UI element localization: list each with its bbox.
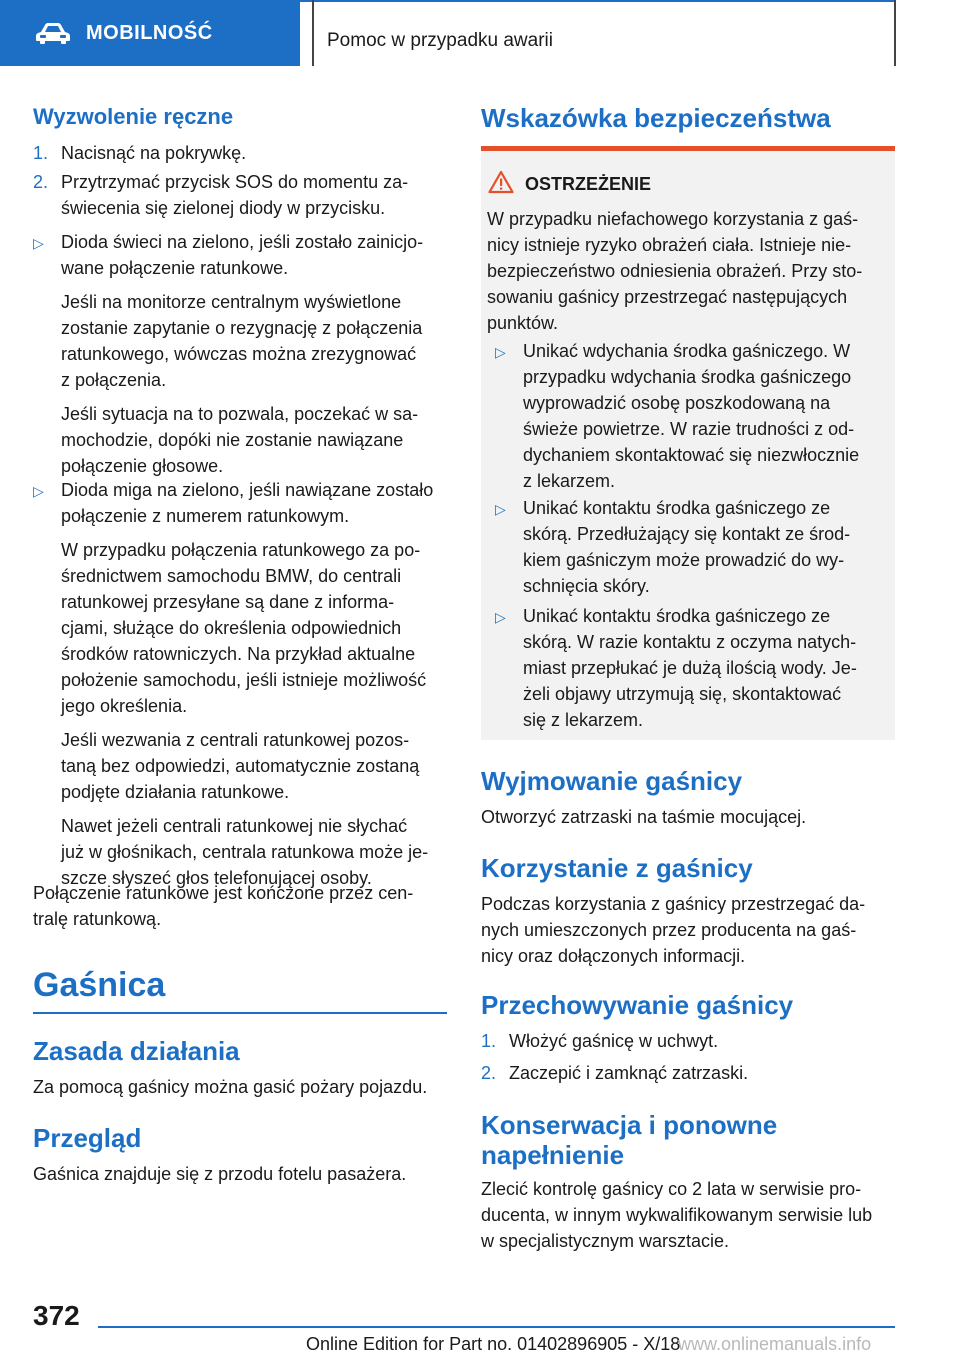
step-text: Zaczepić i zamknąć zatrzaski.: [509, 1063, 749, 1083]
bullet-text: żeli objawy utrzymują się, skontaktować: [523, 684, 842, 704]
paragraph-line: nych umieszczonych przez producenta na gaś-: [481, 920, 857, 940]
warning-bar: [481, 146, 895, 151]
bullet-text: połączenie z numerem ratunkowym.: [61, 506, 350, 526]
bullet-text: miast przepłukać je dużą ilością wody. Je-: [523, 658, 857, 678]
paragraph-line: sowaniu gaśnicy przestrzegać następujących: [487, 287, 848, 307]
car-icon: [36, 22, 70, 44]
paragraph-line: położenie samochodu, jeśli istnieje możliwość: [61, 670, 427, 690]
section-tab: [0, 0, 300, 66]
paragraph-line: z połączenia.: [61, 370, 167, 390]
paragraph-line: nicy istnieje ryzyko obrażeń ciała. Istnieje nie-: [487, 235, 852, 255]
bullet-text: kiem gaśniczym może prowadzić do wy-: [523, 550, 845, 570]
step-text: Nacisnąć na pokrywkę.: [61, 143, 247, 163]
paragraph-line: ratunkowej przesyłane są dane z informa-: [61, 592, 395, 612]
bullet-triangle-icon: ▷: [33, 483, 44, 499]
edition-text: Online Edition for Part no. 01402896905 - X/18: [306, 1334, 681, 1354]
paragraph-line: Zlecić kontrolę gaśnicy co 2 lata w serwisie pro-: [481, 1179, 862, 1199]
paragraph-line: Jeśli wezwania z centrali ratunkowej pozos-: [61, 730, 410, 750]
bullet-text: wyprowadzić osobę poszkodowaną na: [523, 393, 831, 413]
safety-heading: Wskazówka bezpieczeństwa: [481, 103, 831, 133]
paragraph-line: W przypadku połączenia ratunkowego za po-: [61, 540, 421, 560]
paragraph-line: Nawet jeżeli centrali ratunkowej nie słychać: [61, 816, 408, 836]
paragraph-line: Jeśli sytuacja na to pozwala, poczekać w sa-: [61, 404, 419, 424]
watermark-text: www.onlinemanuals.info: [678, 1334, 872, 1354]
footer-rule: [98, 1326, 895, 1328]
bullet-text: z lekarzem.: [523, 471, 616, 491]
bullet-text: schnięcia skóry.: [523, 576, 650, 596]
bullet-triangle-icon: ▷: [33, 235, 44, 251]
step-text: Włożyć gaśnicę w uchwyt.: [509, 1031, 719, 1051]
step-text: Przytrzymać przycisk SOS do momentu za-: [61, 172, 409, 192]
paragraph-line: W przypadku niefachowego korzystania z gaś-: [487, 209, 859, 229]
paragraph-line: już w głośnikach, centrala ratunkowa może je-: [61, 842, 429, 862]
bullet-text: Dioda miga na zielono, jeśli nawiązane zostało: [61, 480, 434, 500]
bullet-triangle-icon: ▷: [495, 344, 506, 360]
maintenance-text: [481, 1176, 901, 1254]
removal-heading: Wyjmowanie gaśnicy: [481, 766, 743, 796]
paragraph-line: Połączenie ratunkowe jest kończone przez cen-: [33, 883, 414, 903]
bullet-text: skórą. W razie kontaktu z oczyma natych-: [523, 632, 857, 652]
footer-edition: [306, 1334, 872, 1355]
bullet-text: Unikać kontaktu środka gaśniczego ze: [523, 498, 831, 518]
paragraph-line: podjęte działania ratunkowe.: [61, 782, 290, 802]
bullet-text: się z lekarzem.: [523, 710, 644, 730]
step-number: 1.: [33, 143, 49, 163]
bullet-triangle-icon: ▷: [495, 609, 506, 625]
header-top-line: [300, 0, 896, 2]
header-right-edge: [894, 0, 896, 66]
paragraph-line: cjami, służące do określenia odpowiednich: [61, 618, 402, 638]
paragraph-line: średnictwem samochodu BMW, do centrali: [61, 566, 402, 586]
closing-paragraph: [33, 880, 447, 932]
warning-title: OSTRZEŻENIE: [525, 174, 652, 194]
use-text: [481, 891, 895, 969]
location-heading: Przegląd: [33, 1123, 142, 1153]
paragraph-line: taną bez odpowiedzi, automatycznie zostaną: [61, 756, 420, 776]
header-divider: [312, 0, 314, 66]
step-text: świecenia się zielonej diody w przycisku.: [61, 198, 386, 218]
bullet-text: dychaniem skontaktować się niezwłocznie: [523, 445, 860, 465]
warning-triangle-icon: [488, 170, 514, 194]
paragraph-line: ducenta, w innym wykwalifikowanym serwisie lub: [481, 1205, 873, 1225]
removal-text: Otworzyć zatrzaski na taśmie mocującej.: [481, 807, 807, 827]
paragraph-line: punktów.: [487, 313, 559, 333]
paragraph-line: środków ratowniczych. Na przykład aktualne: [61, 644, 416, 664]
heading-line: Konserwacja i ponowne: [481, 1110, 778, 1140]
bullet-text: przypadku wdychania środka gaśniczego: [523, 367, 852, 387]
bullet-text: świeże powietrze. W razie trudności z od-: [523, 419, 855, 439]
chapter-title: Gaśnica: [33, 966, 166, 1004]
step-number: 1.: [481, 1031, 497, 1051]
paragraph-line: zostanie zapytanie o rezygnację z połączenia: [61, 318, 423, 338]
section-label: MOBILNOŚĆ: [86, 21, 213, 44]
step-number: 2.: [33, 172, 49, 192]
paragraph-line: nicy oraz dołączonych informacji.: [481, 946, 746, 966]
page-title: Pomoc w przypadku awarii: [327, 30, 553, 51]
bullet-text: Unikać wdychania środka gaśniczego. W: [523, 341, 851, 361]
bullet-text: Dioda świeci na zielono, jeśli zostało zainicjo-: [61, 232, 424, 252]
bullet-text: Unikać kontaktu środka gaśniczego ze: [523, 606, 831, 626]
paragraph-line: Podczas korzystania z gaśnicy przestrzegać da-: [481, 894, 866, 914]
bullet-triangle-icon: ▷: [495, 501, 506, 517]
page-number: 372: [33, 1300, 80, 1331]
manual-trigger-heading: Wyzwolenie ręczne: [33, 104, 234, 129]
paragraph-line: Jeśli na monitorze centralnym wyświetlone: [61, 292, 402, 312]
bullet-text: wane połączenie ratunkowe.: [61, 258, 289, 278]
paragraph-line: bezpieczeństwo odniesienia obrażeń. Przy sto-: [487, 261, 863, 281]
use-heading: Korzystanie z gaśnicy: [481, 853, 753, 883]
paragraph-line: połączenie głosowe.: [61, 456, 224, 476]
heading-line: napełnienie: [481, 1140, 625, 1170]
maintenance-heading: [481, 1110, 777, 1170]
warning-intro: [487, 206, 887, 336]
paragraph-line: mochodzie, dopóki nie zostanie nawiązane: [61, 430, 404, 450]
principle-text: Za pomocą gaśnicy można gasić pożary pojazdu.: [33, 1077, 428, 1097]
storage-heading: Przechowywanie gaśnicy: [481, 990, 794, 1020]
step-number: 2.: [481, 1063, 497, 1083]
location-text: Gaśnica znajduje się z przodu fotelu pasażera.: [33, 1164, 407, 1184]
principle-heading: Zasada działania: [33, 1036, 240, 1066]
paragraph-line: w specjalistycznym warsztacie.: [481, 1231, 730, 1251]
chapter-rule: [33, 1012, 447, 1014]
paragraph-line: jego określenia.: [61, 696, 188, 716]
paragraph-line: szcze słyszeć głos telefonującej osoby.: [61, 868, 372, 888]
paragraph-line: ratunkowego, wówczas można zrezygnować: [61, 344, 417, 364]
paragraph-line: tralę ratunkową.: [33, 909, 162, 929]
bullet-text: skórą. Przedłużający się kontakt ze środ-: [523, 524, 851, 544]
